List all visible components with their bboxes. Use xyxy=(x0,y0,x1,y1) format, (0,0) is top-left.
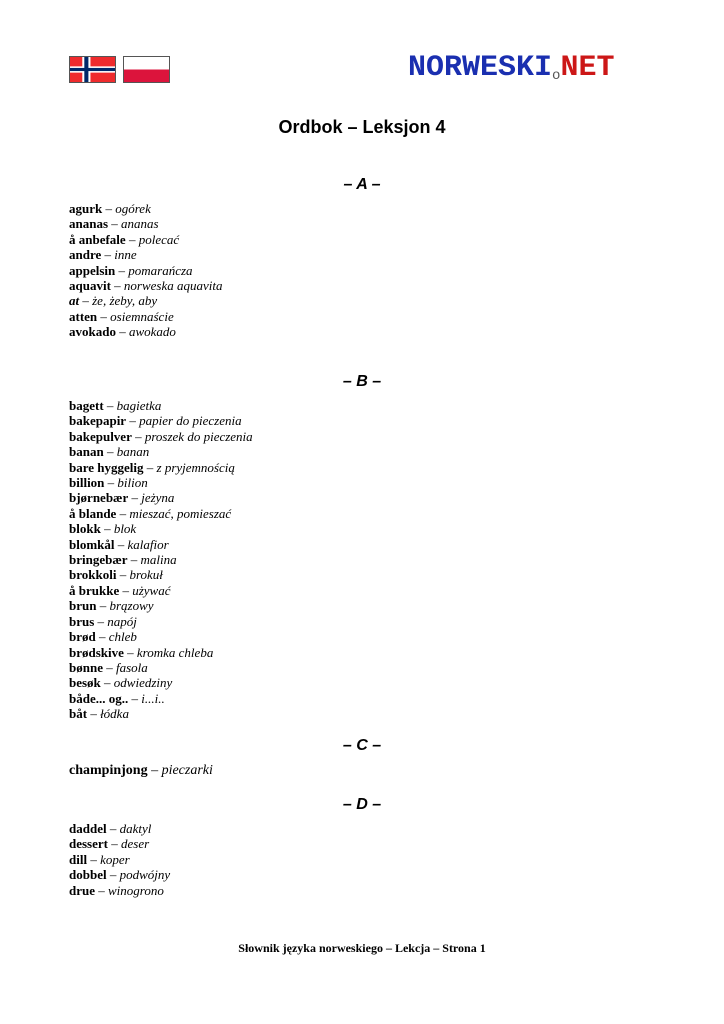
list-item xyxy=(69,475,253,490)
entry-word: besøk xyxy=(69,675,101,691)
entry-translation: bagietka xyxy=(116,398,162,413)
list-item xyxy=(69,413,253,428)
entry-list-c xyxy=(69,763,213,778)
entry-word: blokk xyxy=(69,521,101,537)
entry-translation: łódka xyxy=(100,706,129,722)
list-item xyxy=(69,883,170,898)
entry-translation: kalafior xyxy=(127,536,169,552)
entry-separator: – xyxy=(131,428,145,444)
entry-separator: – xyxy=(108,216,122,232)
list-item xyxy=(69,309,222,324)
entry-separator: – xyxy=(123,644,137,660)
entry-translation: polecać xyxy=(138,231,180,247)
entry-separator: – xyxy=(97,308,111,324)
logo-part2: NET xyxy=(560,51,615,85)
entry-translation: odwiedziny xyxy=(113,675,173,691)
entry-word: atten xyxy=(69,308,98,324)
list-item xyxy=(69,216,222,231)
entry-translation: koper xyxy=(100,851,130,867)
entry-translation: malina xyxy=(140,552,177,568)
entry-word: å brukke xyxy=(69,582,120,598)
list-item xyxy=(69,444,253,459)
entry-separator: – xyxy=(103,398,117,413)
entry-word: dessert xyxy=(69,836,108,852)
list-item xyxy=(69,614,253,629)
entry-translation: ogórek xyxy=(115,201,151,216)
section-heading-d: – D – xyxy=(342,796,382,813)
entry-separator: – xyxy=(87,851,101,867)
entry-separator: – xyxy=(143,459,157,475)
list-item xyxy=(69,583,253,598)
entry-separator: – xyxy=(127,552,141,568)
entry-translation: pieczarki xyxy=(161,763,213,778)
polish-flag-icon xyxy=(123,56,170,83)
entry-word: drue xyxy=(69,882,95,898)
list-item xyxy=(69,567,253,582)
list-item xyxy=(69,324,222,339)
list-item xyxy=(69,691,253,706)
list-item xyxy=(69,232,222,247)
entry-word: bakepapir xyxy=(69,413,127,429)
entry-word: champinjong xyxy=(69,763,148,778)
list-item xyxy=(69,821,170,836)
entry-separator: – xyxy=(116,505,130,521)
entry-translation: winogrono xyxy=(108,882,164,898)
entry-word: brus xyxy=(69,613,95,629)
list-item xyxy=(69,836,170,851)
entry-word: andre xyxy=(69,247,102,263)
list-item xyxy=(69,629,253,644)
entry-word: brødskive xyxy=(69,644,124,660)
entry-word: bakepulver xyxy=(69,428,132,444)
entry-translation: norweska aquavita xyxy=(123,278,223,294)
entry-word: bagett xyxy=(69,398,104,413)
list-item xyxy=(69,429,253,444)
site-logo xyxy=(408,51,614,85)
list-item xyxy=(69,852,170,867)
entry-translation: blok xyxy=(113,521,137,537)
list-item xyxy=(69,506,253,521)
list-item xyxy=(69,490,253,505)
entry-separator: – xyxy=(102,659,116,675)
entry-word: banan xyxy=(69,444,104,460)
entry-translation: awokado xyxy=(128,324,176,340)
entry-word: brød xyxy=(69,629,96,645)
entry-separator: – xyxy=(128,490,142,506)
entry-translation: proszek do pieczenia xyxy=(144,428,253,444)
entry-separator: – xyxy=(114,536,128,552)
entry-translation: brokuł xyxy=(129,567,163,583)
entry-separator: – xyxy=(94,613,108,629)
list-item xyxy=(69,247,222,262)
entry-separator: – xyxy=(126,413,140,429)
entry-translation: daktyl xyxy=(119,821,152,836)
list-item xyxy=(69,867,170,882)
entry-list-a xyxy=(69,201,222,340)
entry-separator: – xyxy=(103,444,117,460)
entry-word: å anbefale xyxy=(69,231,126,247)
entry-translation: osiemnaście xyxy=(110,308,174,324)
entry-translation: chleb xyxy=(108,629,137,645)
entry-translation: deser xyxy=(121,836,150,852)
entry-separator: – xyxy=(106,821,120,836)
section-heading-c: – C – xyxy=(342,737,382,754)
entry-separator: – xyxy=(108,836,121,852)
list-item xyxy=(69,552,253,567)
logo-dot: o xyxy=(552,68,561,84)
entry-translation: pomarańcza xyxy=(128,262,193,278)
entry-translation: inne xyxy=(114,247,137,263)
list-item xyxy=(69,660,253,675)
entry-word: aquavit xyxy=(69,278,111,294)
entry-separator: – xyxy=(125,231,139,247)
entry-word: bare hyggelig xyxy=(69,459,144,475)
entry-separator: – xyxy=(95,882,108,898)
entry-translation: że, żeby, aby xyxy=(92,293,158,309)
list-item xyxy=(69,763,213,778)
entry-separator: – xyxy=(101,247,115,263)
logo-part1: NORWESKI xyxy=(408,51,553,85)
flags xyxy=(69,56,170,83)
entry-translation: banan xyxy=(116,444,150,460)
entry-separator: – xyxy=(128,690,142,706)
entry-word: bjørnebær xyxy=(69,490,129,506)
entry-translation: bilion xyxy=(117,475,148,491)
entry-separator: – xyxy=(100,675,114,691)
list-item xyxy=(69,460,253,475)
entry-word: agurk xyxy=(69,201,103,216)
list-item xyxy=(69,278,222,293)
norwegian-flag-icon xyxy=(69,56,116,83)
entry-translation: podwójny xyxy=(119,867,171,883)
entry-word: båt xyxy=(69,706,88,722)
entry-separator: – xyxy=(95,629,109,645)
entry-separator: – xyxy=(79,293,93,309)
entry-list-d xyxy=(69,821,170,898)
entry-word: brokkoli xyxy=(69,567,117,583)
entry-translation: fasola xyxy=(115,659,148,675)
entry-word: appelsin xyxy=(69,262,116,278)
entry-translation: jeżyna xyxy=(141,490,175,506)
page-footer: Słownik języka norweskiego – Lekcja – Strona 1 xyxy=(238,941,486,955)
list-item xyxy=(69,537,253,552)
page-title: Ordbok – Leksjon 4 xyxy=(278,117,446,137)
entry-word: dobbel xyxy=(69,867,107,883)
entry-separator: – xyxy=(110,278,124,294)
list-item xyxy=(69,645,253,660)
entry-separator: – xyxy=(106,867,120,883)
entry-translation: i...i.. xyxy=(141,690,165,706)
list-item xyxy=(69,263,222,278)
entry-separator: – xyxy=(115,262,129,278)
entry-word: billion xyxy=(69,475,105,491)
entry-word: dill xyxy=(69,851,88,867)
list-item xyxy=(69,675,253,690)
entry-word: bønne xyxy=(69,659,103,675)
entry-word: både... og.. xyxy=(69,690,129,706)
entry-translation: napój xyxy=(107,613,137,629)
entry-separator: – xyxy=(87,706,101,722)
list-item xyxy=(69,398,253,413)
entry-translation: papier do pieczenia xyxy=(139,413,242,429)
entry-translation: ananas xyxy=(121,216,159,232)
entry-word: daddel xyxy=(69,821,107,836)
entry-word: å blande xyxy=(69,505,117,521)
entry-word: bringebær xyxy=(69,552,128,568)
entry-translation: używać xyxy=(132,582,171,598)
entry-word: at xyxy=(69,293,80,309)
list-item xyxy=(69,521,253,536)
entry-separator: – xyxy=(116,567,130,583)
entry-word: ananas xyxy=(69,216,109,232)
entry-separator: – xyxy=(96,598,110,614)
section-heading-b: – B – xyxy=(342,373,382,390)
entry-separator: – xyxy=(147,763,162,778)
entry-separator: – xyxy=(104,475,118,491)
entry-translation: kromka chleba xyxy=(136,644,214,660)
entry-separator: – xyxy=(115,324,129,340)
entry-word: brun xyxy=(69,598,97,614)
entry-list-b xyxy=(69,398,253,722)
entry-separator: – xyxy=(102,201,116,216)
list-item xyxy=(69,598,253,613)
entry-separator: – xyxy=(100,521,114,537)
entry-translation: brązowy xyxy=(109,598,154,614)
entry-separator: – xyxy=(119,582,133,598)
entry-word: blomkål xyxy=(69,536,115,552)
list-item xyxy=(69,201,222,216)
entry-word: avokado xyxy=(69,324,116,340)
section-heading-a: – A – xyxy=(343,176,381,193)
entry-translation: mieszać, pomieszać xyxy=(129,505,232,521)
entry-translation: z pryjemnością xyxy=(156,459,235,475)
list-item xyxy=(69,293,222,308)
list-item xyxy=(69,706,253,721)
